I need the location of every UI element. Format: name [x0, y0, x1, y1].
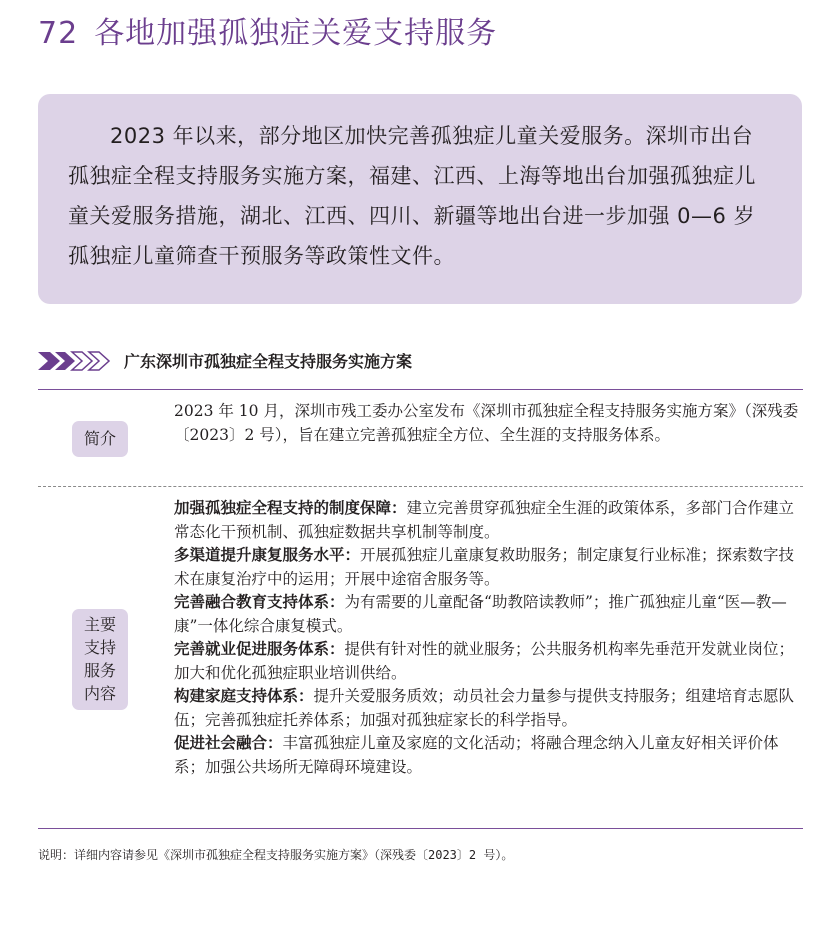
- item-head: 构建家庭支持体系：: [174, 687, 314, 705]
- list-item: [174, 497, 800, 544]
- item-body: 提升关爱服务质效；动员社会力量参与提供支持服务；组建培育志愿队伍；完善孤独症托养体系；加强对孤独症家长的科学指导。: [174, 687, 795, 729]
- intro-text: 2023 年 10 月，深圳市残工委办公室发布《深圳市孤独症全程支持服务实施方案》（深残委〔2023〕2 号），旨在建立完善孤独症全方位、全生涯的支持服务体系。: [174, 402, 799, 444]
- summary-text: 2023 年以来，部分地区加快完善孤独症儿童关爱服务。深圳市出台孤独症全程支持服务实施方案，福建、江西、上海等地出台加强孤独症儿童关爱服务措施，湖北、江西、四川、新疆等地出台进一步加强 0—6 岁孤独症儿童筛查干预服务等政策性文件。: [68, 124, 756, 268]
- item-head: 完善融合教育支持体系：: [174, 593, 345, 611]
- table-top-rule: [38, 389, 803, 390]
- item-head: 加强孤独症全程支持的制度保障：: [174, 499, 407, 517]
- content-label-text: 主要 支持 服务 内容: [83, 615, 116, 703]
- item-body: 丰富孤独症儿童及家庭的文化活动；将融合理念纳入儿童友好相关评价体系；加强公共场所无障碍环境建设。: [174, 734, 779, 776]
- item-body: 为有需要的儿童配备“助教陪读教师”；推广孤独症儿童“医—教—康”一体化综合康复模式。: [174, 593, 787, 635]
- list-item: [174, 591, 800, 638]
- list-item: [174, 732, 800, 779]
- summary-box: [38, 94, 802, 304]
- item-head: 促进社会融合：: [174, 734, 283, 752]
- page-title: [38, 8, 497, 52]
- section-number: 72: [38, 16, 79, 51]
- footnote: 说明：详细内容请参见《深圳市孤独症全程支持服务实施方案》（深残委〔2023〕2 号）。: [38, 848, 514, 862]
- row-divider: [38, 486, 803, 487]
- list-item: [174, 638, 800, 685]
- item-body: 提供有针对性的就业服务；公共服务机构率先垂范开发就业岗位；加大和优化孤独症职业培训供给。: [174, 640, 795, 682]
- case-header: [38, 346, 808, 376]
- content-list: [174, 497, 800, 779]
- item-body: 开展孤独症儿童康复救助服务；制定康复行业标准；探索数字技术在康复治疗中的运用；开展中途宿舍服务等。: [174, 546, 795, 588]
- intro-label: 简介: [72, 421, 128, 457]
- content-label: [72, 609, 128, 710]
- table-bottom-rule: [38, 828, 803, 829]
- list-item: [174, 544, 800, 591]
- item-head: 完善就业促进服务体系：: [174, 640, 345, 658]
- chevron-arrows-icon: [38, 350, 118, 372]
- case-title: 广东深圳市孤独症全程支持服务实施方案: [124, 352, 413, 371]
- item-head: 多渠道提升康复服务水平：: [174, 546, 361, 564]
- list-item: [174, 685, 800, 732]
- item-body: 建立完善贯穿孤独症全生涯的政策体系，多部门合作建立常态化干预机制、孤独症数据共享机制等制度。: [174, 499, 795, 541]
- section-title: 各地加强孤独症关爱支持服务: [94, 16, 498, 51]
